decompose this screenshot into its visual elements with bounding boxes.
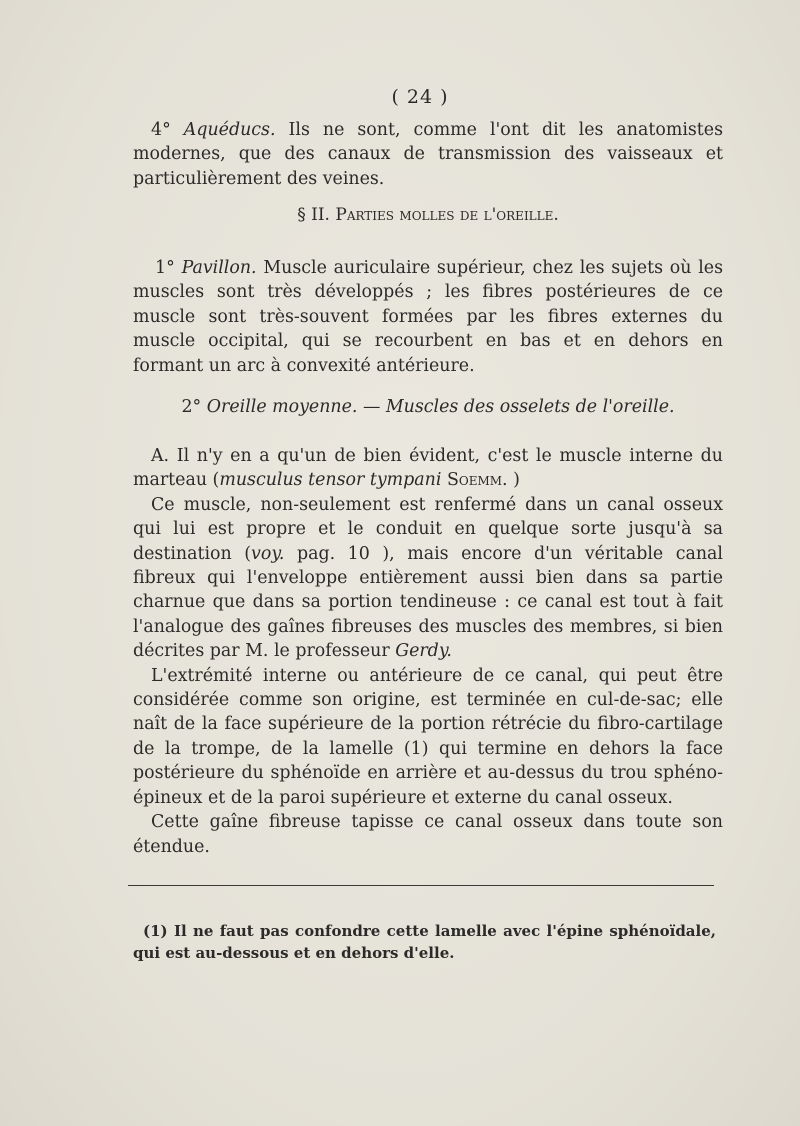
- paragraph-label: A.: [151, 446, 170, 466]
- paragraph-text: Il n'y en a qu'un de bien évident, c'est le muscle interne du marteau (: [133, 446, 723, 491]
- author-abbrev: Soemm.: [446, 470, 508, 491]
- subheading-number: 2°: [181, 397, 202, 417]
- paragraph-text: Ils ne sont, comme l'ont dit les anatomistes modernes, que des canaux de transmission des vaisseaux et particulièrement des veines.: [133, 120, 724, 189]
- section-symbol: § II.: [297, 205, 330, 225]
- subheading: [133, 395, 723, 419]
- person-name: Gerdy.: [395, 641, 452, 662]
- subheading-text: Oreille moyenne. — Muscles des osselets de l'oreille.: [206, 397, 675, 417]
- paragraph-pavillon: [133, 256, 723, 378]
- item-title: Aquéducs.: [183, 120, 276, 140]
- item-number: 1°: [155, 258, 175, 278]
- paragraph-extremite: L'extrémité interne ou antérieure de ce canal, qui peut être considérée comme son origine, est terminée en cul-de-sac; elle naît de la face supérieure de la portion rétrécie du fibro-cartilage de la trompe, de la lamelle (1) qui termine en dehors la face postérieure du sphénoïde en arrière et au-dessus du trou sphéno-épineux et de la paroi supérieure et externe du canal osseux.: [133, 665, 723, 808]
- item-title: Pavillon.: [181, 258, 257, 278]
- latin-term: musculus tensor tympani: [219, 470, 442, 491]
- paragraph-text: Ce muscle, non-seulement est renfermé dans un canal osseux qui lui est propre et le conduit en quelque sorte jusqu'à sa destination (: [133, 494, 723, 564]
- paragraph-gaine: Cette gaîne fibreuse tapisse ce canal osseux dans toute son étendue.: [133, 812, 723, 857]
- footnote-text: Il ne faut pas confondre cette lamelle avec l'épine sphénoïdale, qui est au-dessous et en dehors d'elle.: [133, 922, 716, 962]
- section-title: Parties molles de l'oreille.: [335, 205, 559, 225]
- footnote-rule: [128, 885, 714, 886]
- footnote-marker: (1): [143, 922, 168, 940]
- paragraph-a: [133, 444, 723, 859]
- page-number: ( 24 ): [391, 86, 449, 108]
- footnote: [133, 920, 716, 964]
- paragraph-canal: [133, 493, 723, 664]
- paragraph-text-cont: pag. 10 ), mais encore d'un véritable canal fibreux qui l'enveloppe entièrement aussi bien dans sa partie charnue que dans sa portion tendineuse : ce canal est tout à fait l'analogue des gaînes fibreuses des muscles des membres, si bien décrites par M. le professeur: [133, 543, 723, 662]
- item-number: 4°: [151, 120, 171, 140]
- paragraph-text-end: ): [513, 470, 520, 491]
- voy-abbrev: voy.: [251, 543, 285, 564]
- section-heading: [133, 203, 723, 227]
- paragraph-aqueducs: [133, 118, 723, 191]
- paragraph-text: Muscle auriculaire supérieur, chez les sujets où les muscles sont très développés ; les fibres postérieures de ce muscle sont très-souvent formées par les fibres externes du muscle occipital, qui se recourbent en bas et en dehors en formant un arc à convexité antérieure.: [133, 258, 724, 376]
